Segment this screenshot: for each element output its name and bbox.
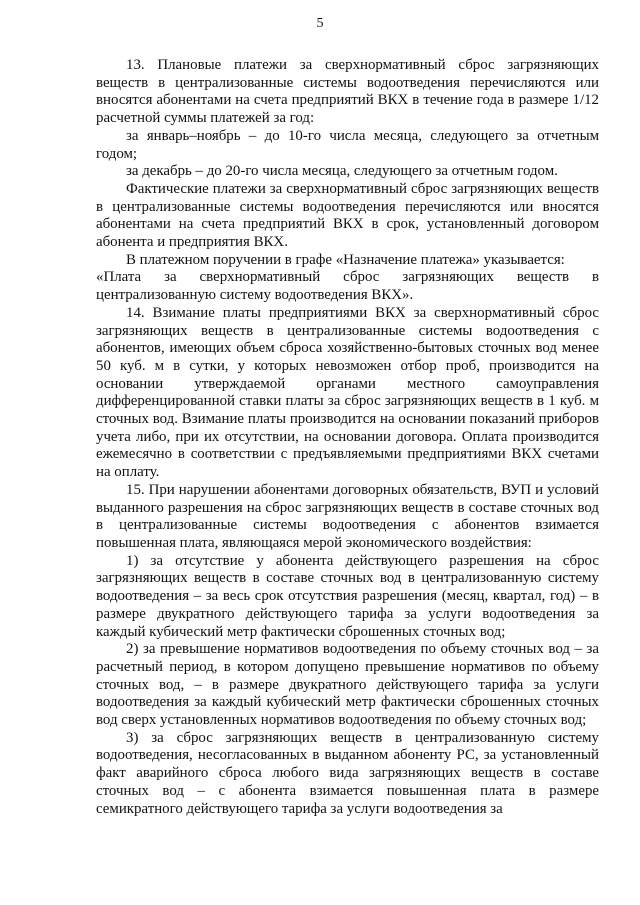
paragraph-15-item-3: 3) за сброс загрязняющих веществ в централизованную систему водоотведения, несогласованных в выданном абоненту РС, за установленный факт аварийного сброса любого вида загрязняющих веществ в составе сточных вод – с абонента взимается повышенная плата в размере семикратного действующего тарифа за услуги водоотведения за — [96, 729, 599, 817]
document-body — [96, 57, 599, 818]
paragraph-13-jan-nov: за январь–ноябрь – до 10-го числа месяца, следующего за отчетным годом; — [96, 127, 599, 162]
paragraph-15-item-1: 1) за отсутствие у абонента действующего разрешения на сброс загрязняющих веществ в составе сточных вод в централизованную систему водоотведения – за весь срок отсутствия разрешения (месяц, квартал, год) – в размере двукратного действующего тарифа за услуги водоотведения за каждый кубический метр фактически сброшенных сточных вод; — [96, 552, 599, 640]
paragraph-14: 14. Взимание платы предприятиями ВКХ за сверхнормативный сброс загрязняющих веществ в централизованные системы водоотведения с абонентов, имеющих объем сброса хозяйственно-бытовых сточных вод менее 50 куб. м в сутки, у которых невозможен отбор проб, производится на основании утверждаемой органами местного самоуправления дифференцированной ставки платы за сброс загрязняющих веществ в 1 куб. м сточных вод. Взимание платы производится на основании показаний приборов учета либо, при их отсутствии, на основании договора. Оплата производится ежемесячно в соответствии с предъявляемыми предприятиями ВКХ счетами на оплату. — [96, 304, 599, 481]
page-number: 5 — [316, 16, 324, 31]
paragraph-13-actual: Фактические платежи за сверхнормативный сброс загрязняющих веществ в централизованные системы водоотведения перечисляются или вносятся абонентами на счета предприятий ВКХ в срок, установленный договором абонента и предприятия ВКХ. — [96, 180, 599, 251]
paragraph-13-purpose-quote: «Плата за сверхнормативный сброс загрязняющих веществ в централизованную систему водоотведения ВКХ». — [96, 269, 599, 304]
paragraph-13: 13. Плановые платежи за сверхнормативный сброс загрязняющих веществ в централизованные системы водоотведения перечисляются или вносятся абонентами на счета предприятий ВКХ в течение года в размере 1/12 расчетной суммы платежей за год: — [96, 57, 599, 127]
paragraph-13-december: за декабрь – до 20-го числа месяца, следующего за отчетным годом. — [126, 163, 558, 180]
paragraph-15-item-2: 2) за превышение нормативов водоотведения по объему сточных вод – за расчетный период, в котором допущено превышение нормативов по объему сточных вод, – в размере двукратного действующего тарифа за услуги водоотведения за каждый кубический метр фактически сброшенных сточных вод сверх установленных нормативов водоотведения по объему сточных вод; — [96, 641, 599, 729]
paragraph-13-purpose: В платежном поручении в графе «Назначение платежа» указывается: — [126, 251, 565, 268]
paragraph-15: 15. При нарушении абонентами договорных обязательств, ВУП и условий выданного разрешения на сброс загрязняющих веществ в составе сточных вод в централизованные системы водоотведения с абонентов взимается повышенная плата, являющаяся мерой экономического воздействия: — [96, 481, 599, 551]
